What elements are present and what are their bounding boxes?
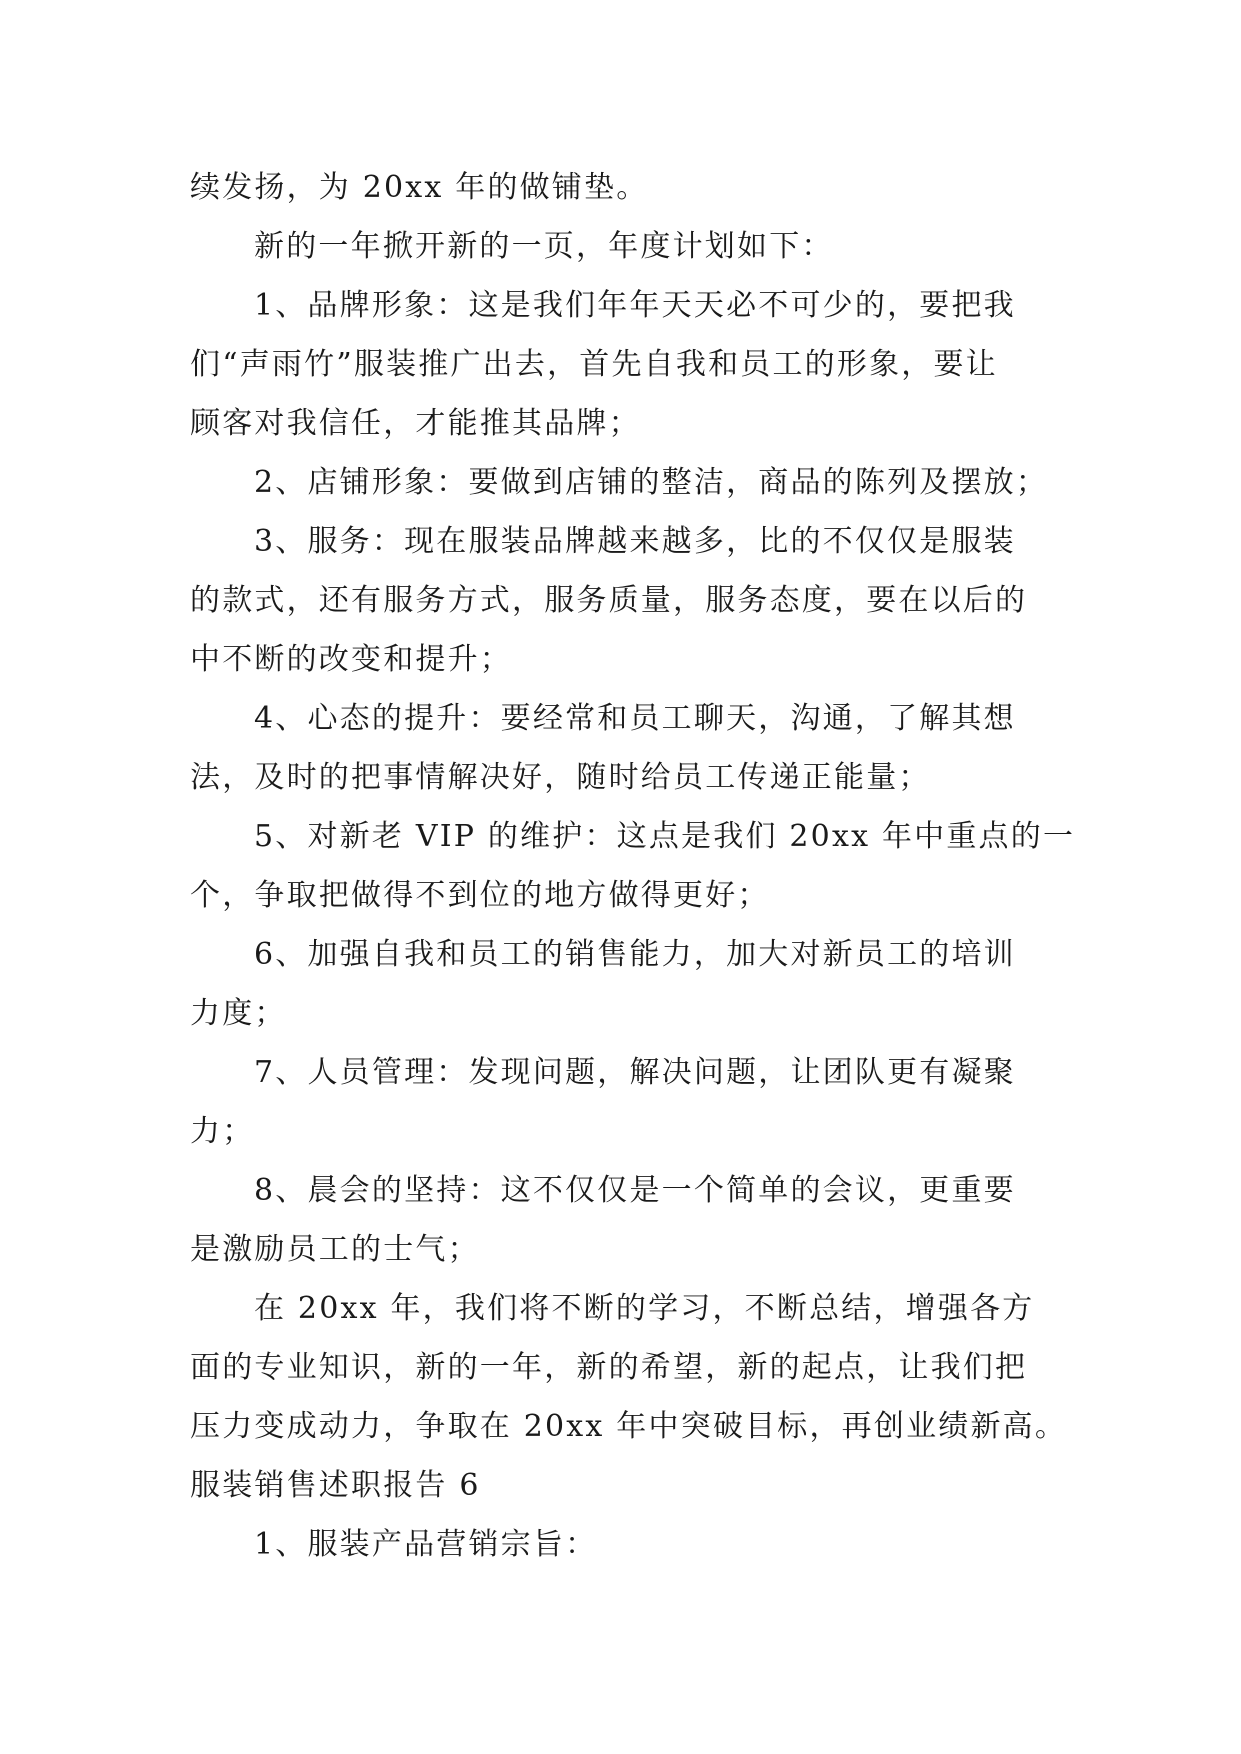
document-body [190, 158, 1076, 1574]
list-item-sales-ability: 6、加强自我和员工的销售能力，加大对新员工的培训 [254, 937, 1016, 972]
list-item-store-image: 2、店铺形象：要做到店铺的整洁，商品的陈列及摆放； [254, 465, 1049, 500]
list-item-vip: 5、对新老 VIP 的维护：这点是我们 20xx 年中重点的一 [254, 819, 1076, 854]
text-line: 的款式，还有服务方式，服务质量，服务态度，要在以后的 [190, 583, 1028, 618]
text-line: 中不断的改变和提升； [190, 642, 512, 677]
text-line: 续发扬，为 20xx 年的做铺垫。 [190, 170, 649, 205]
text-line: 法，及时的把事情解决好，随时给员工传递正能量； [190, 760, 931, 795]
closing-paragraph: 在 20xx 年，我们将不断的学习，不断总结，增强各方 [254, 1291, 1035, 1326]
list-item-morning-meeting: 8、晨会的坚持：这不仅仅是一个简单的会议，更重要 [254, 1173, 1016, 1208]
section-heading: 服装销售述职报告 6 [190, 1468, 481, 1503]
text-line: 力； [190, 1114, 255, 1149]
text-line: 力度； [190, 996, 287, 1031]
list-item-brand-image: 1、品牌形象：这是我们年年天天必不可少的，要把我 [254, 288, 1016, 323]
text-line: 压力变成动力，争取在 20xx 年中突破目标，再创业绩新高。 [190, 1409, 1068, 1444]
list-item-staff-management: 7、人员管理：发现问题，解决问题，让团队更有凝聚 [254, 1055, 1016, 1090]
list-item-attitude: 4、心态的提升：要经常和员工聊天，沟通，了解其想 [254, 701, 1016, 736]
text-line: 们“声雨竹”服装推广出去，首先自我和员工的形象，要让 [190, 347, 998, 382]
text-line: 新的一年掀开新的一页，年度计划如下： [254, 229, 834, 264]
text-line: 面的专业知识，新的一年，新的希望，新的起点，让我们把 [190, 1350, 1028, 1385]
text-line: 顾客对我信任，才能推其品牌； [190, 406, 641, 441]
list-item-marketing-purpose: 1、服装产品营销宗旨： [254, 1527, 598, 1562]
text-line: 个，争取把做得不到位的地方做得更好； [190, 878, 770, 913]
text-line: 是激励员工的士气； [190, 1232, 480, 1267]
list-item-service: 3、服务：现在服装品牌越来越多，比的不仅仅是服装 [254, 524, 1016, 559]
